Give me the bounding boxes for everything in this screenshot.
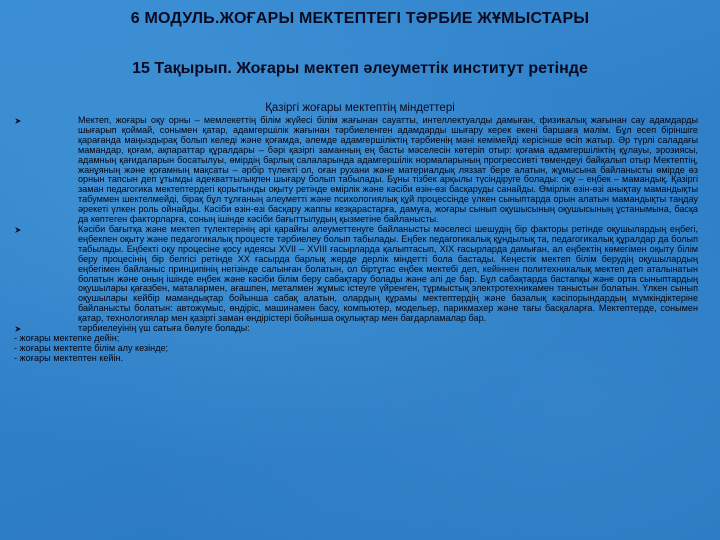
- arrow-bullet-icon: [14, 324, 26, 333]
- paragraph-text: тәрбиелеуінің үш сатыға бөлуге болады:: [78, 323, 250, 334]
- paragraph-text: Мектеп, жоғары оқу орны – мемлекеттің білім жүйесі білім жағынан сауатты, интеллектуалды дамыған, физикалық жағынан сау адамдарды шығарып қоймай, сонымен қатар, адамгершілік жағынан тәрбиеленген адамдарды шығару керек екені баршаға мәлім. Бұл есеп біріншіге қарағанда маңыздырақ болып келеді және қоғамда, әлемде адамгершіліктің тәрбиенің мәні кемімейді керісінше өсіп жатыр. Әр түрлі саладағы мамандар, қоғам, ақпараттар құралдары – бәрі қазіргі заманның ең басты мәселесін көтеріп отыр: қоғама адамгершіліктің құлауы, эрозиясы, адамның қағидаларын босатылуы, өмірдің барлық салаларында адамгершілік нормаларының прогрессивті төмендеуі байқалып отыр Мектептің, жанұяның және қоғамның мақсаты – әрбір түлекті ол, оған рухани және материалдық ляззат бере алатын, жұмысына байланысты өмірде өз орнын тапсын деп ұтымды адекваттылықпен шығару болып табылады. Бұны тізбек арқылы түсіндіруге болады: оқу – еңбек – мамандық. Қазіргі заман педагогика мектептердегі қорытынды оқыту ретінде өмірлік және кәсіби өзін-өзі басқаруды санайды. Өмірлік өзін-өзі анықтау мамандықты табуммен шектелмейді, бірақ бұл тұлғаның әлеуметті және психологиялық құй процессінде үлкен сыныптарда орын алатын мамандықты таңдау әрекеті үлкен роль ойнайды. Кәсіби өзін-өзі басқару жаппы кезқарастарға, дамуға, жоғары сынып оқушысының оқушысының ұстанымына, басқа да көптеген факторларға, соның ішінде кәсіби бағыттылудың қызметіне байланысты.: [78, 115, 698, 225]
- slide-subtitle: 15 Тақырып. Жоғары мектеп әлеуметтік институт ретінде: [132, 60, 588, 77]
- bullet-paragraph-2: [14, 225, 698, 324]
- slide-title: 6 МОДУЛЬ.ЖОҒАРЫ МЕКТЕПТЕГІ ТӘРБИЕ ЖҰМЫСТАРЫ: [130, 10, 590, 27]
- paragraph-text: Кәсіби бағытқа және мектеп түлектерінің әрі қарайғы әлеуметтенуге байланысты мәселесі шешудің бір факторы ретінде оқушылардың еңбегі, еңбекпен оқыту және педагогикалық процесте тәрбиелеу болып табылады. Еңбек педагогикалық құндылық та, педагогикалық құралдар да болып табылады. Еңбекті оқу процесіне қосу идеясы XVII – XVIII ғасырларда қалыптасып, XIX ғасырларда дамыған, ал еңбектің көмегімен оқыту білім беру процесінің бір белгісі ретінде ХХ ғасырда барлық жерде дерлік міндетті бола бастады. Кеңестік мектеп білім берудің оқушылардың еңбегімен байланыс принципінің негізінде салынған болатын, ол біртұтас еңбек мектебі деп, кейіннен политехникалық мектеп деп аталынатын болатын және оның ішінде еңбек және кәсіби білім беру сабақтару болады және әлі де бар. Бұл сабақтарда бастапқы және орта сыныптардың оқушылары қағазбен, маталармен, ағашпен, металмен жұмыс істеуге үйренген, тұрмыстық электротехникамен таныстын болатын. Үлкен сынып оқушылары кейбір мамандықтар бойынша сабақ алатын, олардың құрамы мектептердің және базалық кәсіпорындардың мүмкіндіктеріне байланысты болатын: автожүмыс, өндіріс, машинамен басу, компьютер, модельер, парикмахер және тағы басқаларға. Мектептерде, сонымен қатар, технологиялар мен қазіргі заман өндірістері бойынша оқулықтар мен бағдарламалар бар.: [78, 223, 698, 324]
- bullet-paragraph-1: [14, 116, 698, 225]
- stage-item-3: - жоғары мектептен кейін.: [14, 352, 124, 363]
- stage-item-2: - жоғары мектепте білім алу кезінде;: [14, 342, 169, 353]
- content-body: [14, 116, 698, 364]
- arrow-bullet-icon: [14, 225, 26, 234]
- arrow-bullet-icon: [14, 116, 26, 125]
- stage-item-1: - жоғары мектепке дейін;: [14, 332, 120, 343]
- bullet-paragraph-3: [14, 324, 698, 334]
- section-heading: Қазіргі жоғары мектептің міндеттері: [265, 102, 455, 114]
